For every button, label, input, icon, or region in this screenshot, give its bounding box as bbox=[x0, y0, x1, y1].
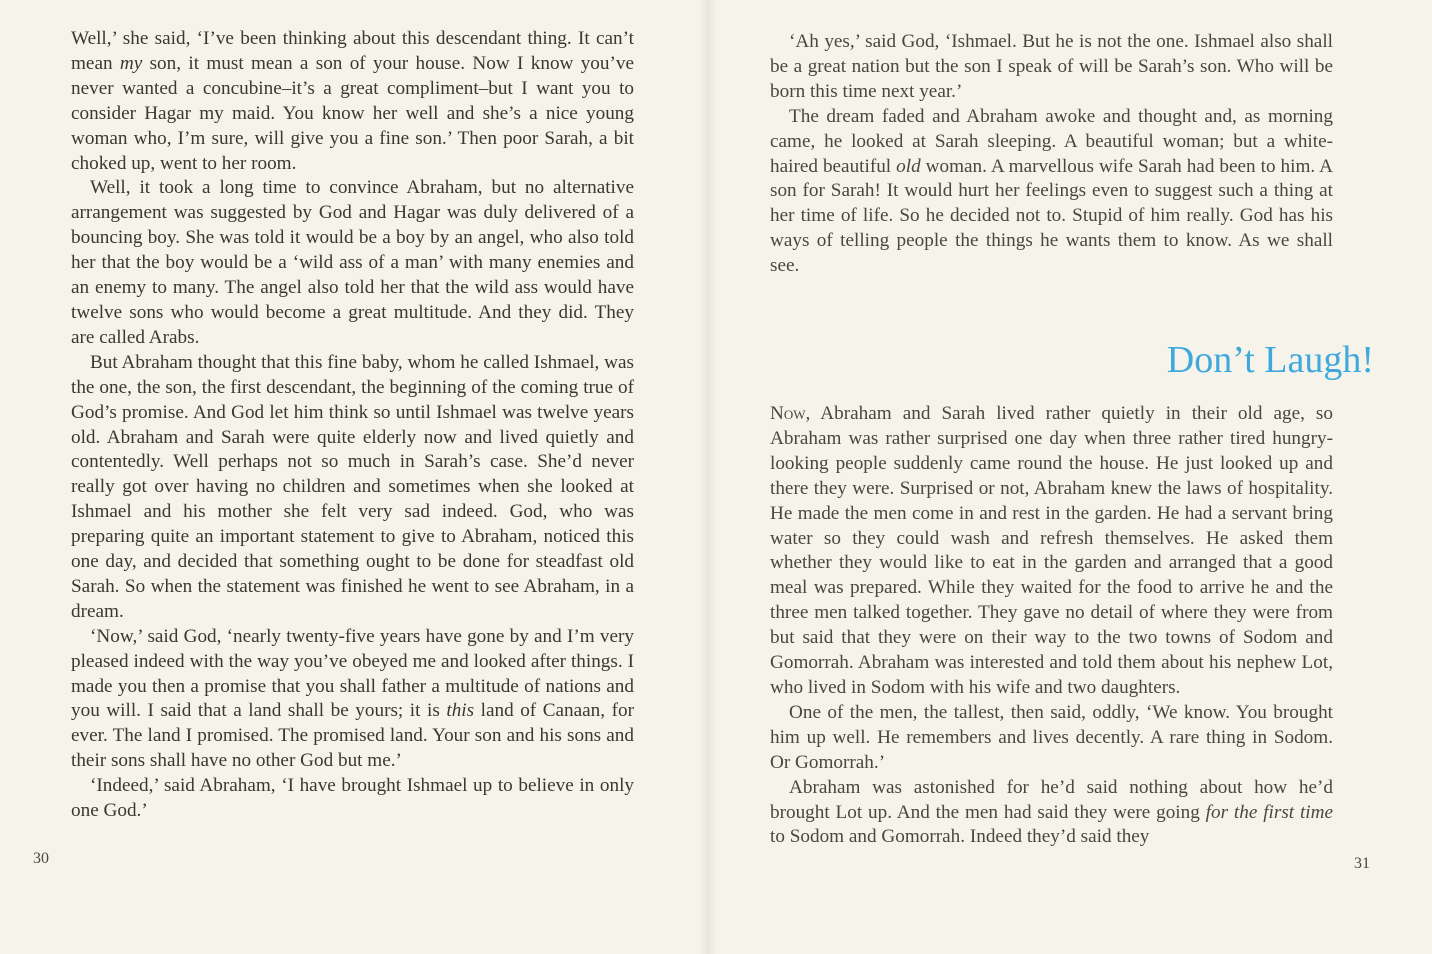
paragraph bbox=[770, 30, 1333, 105]
text-run: woman. A marvellous wife Sarah had been to him. A son for Sarah! It would hurt her feelings even to suggest such a thing at her time of life. So he decided not to. Stupid of him really. God has his ways of telling people the things he wants them to know. As we shall see. bbox=[770, 155, 1333, 277]
paragraph bbox=[71, 625, 634, 774]
paragraph bbox=[71, 176, 634, 350]
right-page-top-text bbox=[770, 30, 1333, 279]
paragraph bbox=[71, 27, 634, 176]
right-page-body-text bbox=[770, 402, 1333, 850]
right-page bbox=[716, 0, 1432, 954]
text-run: Well,’ she said, ‘I’ve been thinking about this descendant thing. It can’t mean bbox=[71, 28, 634, 74]
text-run: son, it must mean a son of your house. Now I know you’ve never wanted a concubine–it’s a great compliment–but I want you to consider Hagar my maid. You know her well and she’s a nice young woman who, I’m sure, will give you a fine son.’ Then poor Sarah, a bit choked up, went to her room. bbox=[71, 52, 634, 174]
paragraph bbox=[770, 776, 1333, 851]
italic-text: for the first time bbox=[1205, 801, 1333, 823]
paragraph bbox=[770, 105, 1333, 279]
paragraph bbox=[770, 402, 1333, 701]
left-page-number: 30 bbox=[33, 850, 49, 867]
italic-text: my bbox=[119, 52, 143, 74]
text-run: But Abraham thought that this fine baby, whom he called Ishmael, was the one, the son, the first descendant, the beginning of the coming true of God’s promise. And God let him think so until Ishmael was twelve years old. Abraham and Sarah were quite elderly now and lived quietly and contentedly. Well perhaps not so much in Sarah’s case. She’d never really got over having no children and sometimes when she looked at Ishmael and his mother she felt very sad indeed. God, who was preparing quite an important statement to give to Abraham, noticed this one day, and decided that something ought to be done for steadfast old Sarah. So when the statement was finished he went to see Abraham, in a dream. bbox=[71, 351, 634, 622]
text-run: Well, it took a long time to convince Abraham, but no alternative arrangement was suggested by God and Hagar was duly delivered of a bouncing boy. She was told it would be a boy by an angel, who also told her that the boy would be a ‘wild ass of a man’ with many enemies and an enemy to many. The angel also told her that the wild ass would have twelve sons who would become a great multitude. And they did. They are called Arabs. bbox=[71, 177, 634, 348]
text-run: ‘Ah yes,’ said God, ‘Ishmael. But he is not the one. Ishmael also shall be a great nation but the son I speak of will be Sarah’s son. Who will be born this time next year.’ bbox=[770, 31, 1333, 102]
text-run: Now bbox=[770, 403, 806, 424]
text-run: , Abraham and Sarah lived rather quietly in their old age, so Abraham was rather surprised one day when three rather tired hungry-looking people suddenly came round the house. He just looked up and there they were. Surprised or not, Abraham knew the laws of hospitality. He made the men come in and rest in the garden. He had a servant bring water so they could wash and refresh themselves. He asked them whether they would like to eat in the garden and arranged that a good meal was prepared. While they waited for the food to arrive he and the three men talked together. They gave no detail of where they were from but said that they were on their way to the two towns of Sodom and Gomorrah. Abraham was interested and told them about his nephew Lot, who lived in Sodom with his wife and two daughters. bbox=[770, 403, 1333, 698]
chapter-title: Don’t Laugh! bbox=[1166, 339, 1374, 381]
italic-text: old bbox=[896, 155, 921, 177]
text-run: ‘Now,’ said God, ‘nearly twenty-five years have gone by and I’m very pleased indeed with the way you’ve obeyed me and looked after things. I made you then a promise that you shall father a multitude of nations and you will. I said that a land shall be yours; it is bbox=[71, 625, 634, 722]
text-run: land of Canaan, for ever. The land I promised. The promised land. Your son and his sons and their sons shall have no other God but me.’ bbox=[71, 700, 634, 772]
right-page-number: 31 bbox=[1354, 855, 1370, 872]
paragraph bbox=[71, 351, 634, 625]
text-run: Abraham was astonished for he’d said nothing about how he’d brought Lot up. And the men had said they were going bbox=[770, 776, 1333, 823]
left-page bbox=[0, 0, 710, 954]
text-run: to Sodom and Gomorrah. Indeed they’d said they bbox=[770, 826, 1150, 848]
text-run: The dream faded and Abraham awoke and thought and, as morning came, he looked at Sarah sleeping. A beautiful woman; but a white-haired beautiful bbox=[770, 105, 1333, 177]
paragraph bbox=[770, 701, 1333, 776]
text-run: One of the men, the tallest, then said, oddly, ‘We know. You brought him up well. He remembers and lives decently. A rare thing in Sodom. Or Gomorrah.’ bbox=[770, 701, 1333, 773]
paragraph bbox=[71, 774, 634, 824]
left-page-text bbox=[71, 27, 634, 824]
text-run: ‘Indeed,’ said Abraham, ‘I have brought Ishmael up to believe in only one God.’ bbox=[71, 775, 634, 822]
italic-text: this bbox=[446, 700, 475, 722]
